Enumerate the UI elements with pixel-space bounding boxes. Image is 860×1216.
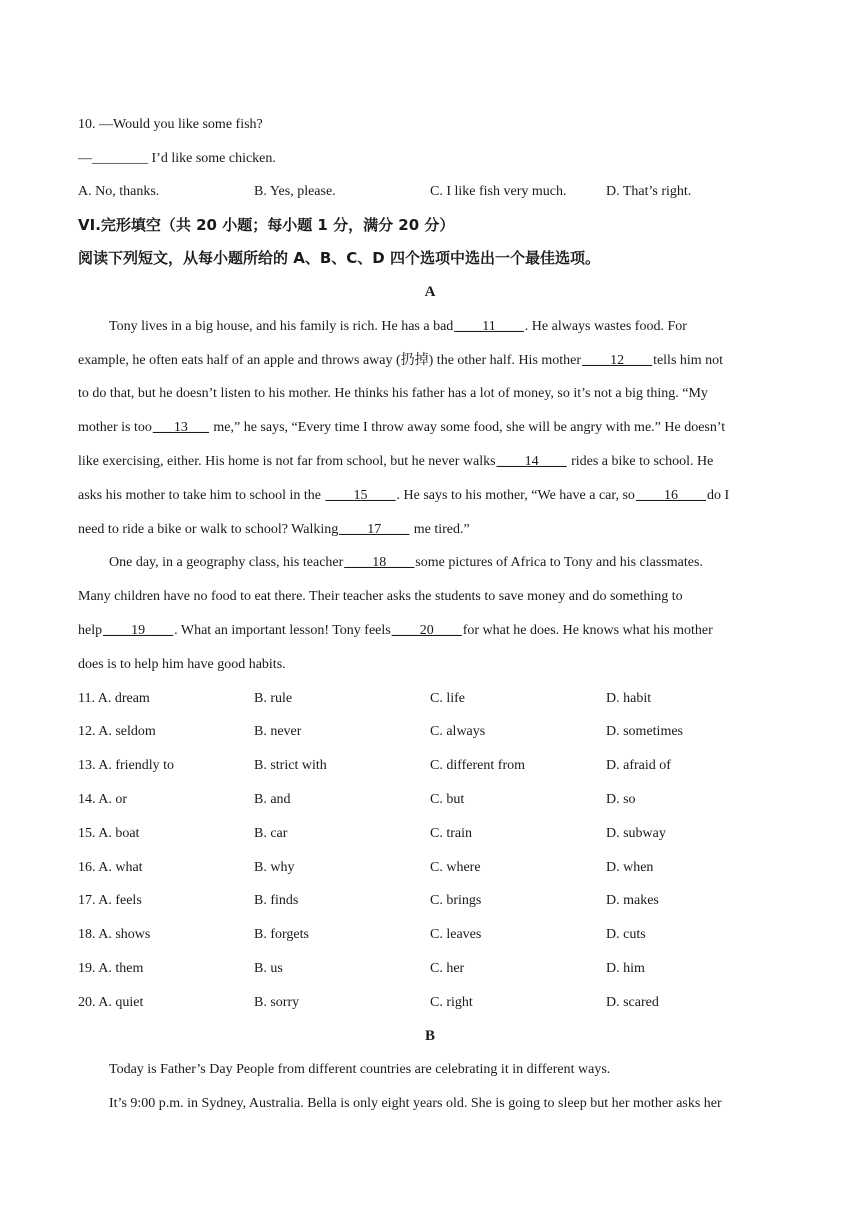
text-run: example, he often eats half of an apple and throws away (扔掉) the other half. His mother bbox=[78, 352, 582, 368]
question-11-row bbox=[78, 682, 782, 716]
text-run: . He always wastes food. For bbox=[524, 318, 687, 334]
text-run: me,” he says, “Every time I throw away some food, she will be angry with me.” He doesn’t bbox=[209, 420, 726, 436]
text-run: B. us bbox=[254, 961, 283, 977]
text-run: do I bbox=[706, 487, 730, 503]
reply-text: I’d like some chicken. bbox=[148, 150, 276, 166]
question-12-row bbox=[78, 715, 782, 749]
text-run: to do that, but he doesn’t listen to his mother. He thinks his father has a lot of money, so it’s not a big thing. “My bbox=[78, 386, 708, 402]
text-run: C. but bbox=[430, 792, 465, 808]
text-run: . He says to his mother, “We have a car, so bbox=[396, 487, 635, 503]
text-run: . What an important lesson! Tony feels bbox=[174, 623, 391, 639]
text-run: C. her bbox=[430, 961, 465, 977]
reply-dash: — bbox=[78, 150, 92, 166]
question-17-row bbox=[78, 884, 782, 918]
text-run: B. rule bbox=[254, 690, 293, 706]
exam-page bbox=[78, 108, 782, 1121]
question-16-row bbox=[78, 851, 782, 885]
blank-17: ____17____ bbox=[339, 521, 410, 537]
passage-a-line-2 bbox=[78, 344, 782, 378]
reply-blank: ________ bbox=[92, 150, 148, 166]
passage-a-line-4 bbox=[78, 411, 782, 445]
blank-16: ____16____ bbox=[635, 487, 706, 503]
text-run: D. when bbox=[606, 859, 654, 875]
text-run: does is to help him have good habits. bbox=[78, 656, 286, 672]
text-run: 14. A. or bbox=[78, 792, 127, 808]
passage-b-line-1: Today is Father’s Day People from different countries are celebrating it in different ways. bbox=[109, 1062, 611, 1078]
text-run: B. strict with bbox=[254, 758, 327, 774]
question-13-row bbox=[78, 749, 782, 783]
passage-b-label: B bbox=[424, 1027, 435, 1044]
passage-a-label: A bbox=[424, 284, 436, 301]
text-run: need to ride a bike or walk to school? Walking bbox=[78, 521, 339, 537]
text-run: tells him not bbox=[653, 352, 724, 368]
text-run: B. and bbox=[254, 792, 291, 808]
text-run: B. sorry bbox=[254, 994, 300, 1010]
question-15-row bbox=[78, 817, 782, 851]
question-10-reply bbox=[78, 142, 782, 176]
text-run: C. brings bbox=[430, 893, 482, 909]
passage-a-line-10 bbox=[78, 614, 782, 648]
text-run: B. why bbox=[254, 859, 295, 875]
text-run: asks his mother to take him to school in the bbox=[78, 487, 325, 503]
text-run: 18. A. shows bbox=[78, 927, 151, 943]
passage-a-line-8 bbox=[78, 546, 782, 580]
passage-a-line-7 bbox=[78, 513, 782, 547]
text-run: help bbox=[78, 623, 103, 639]
question-10-stem: 10. —Would you like some fish? bbox=[78, 117, 263, 132]
text-run: 15. A. boat bbox=[78, 825, 140, 841]
blank-19: ____19____ bbox=[103, 623, 174, 639]
text-run: mother is too bbox=[78, 420, 152, 436]
text-run: D. afraid of bbox=[606, 758, 671, 774]
text-run: 11. A. dream bbox=[78, 690, 150, 706]
section-title: VI.完形填空（共 20 小题；每小题 1 分，满分 20 分） bbox=[78, 215, 455, 234]
section-instruction: 阅读下列短文，从每小题所给的 A、B、C、D 四个选项中选出一个最佳选项。 bbox=[78, 249, 600, 268]
blank-15: ____15____ bbox=[325, 487, 396, 503]
blank-12: ____12____ bbox=[582, 352, 653, 368]
text-run: me tired.” bbox=[410, 521, 470, 537]
text-run: D. so bbox=[606, 792, 636, 808]
text-run: C. life bbox=[430, 690, 465, 706]
blank-14: ____14____ bbox=[496, 454, 567, 470]
question-10-options bbox=[78, 175, 782, 209]
option-d: D. That’s right. bbox=[606, 184, 692, 199]
question-20-row bbox=[78, 986, 782, 1020]
text-run: D. cuts bbox=[606, 927, 646, 943]
text-run: D. makes bbox=[606, 893, 659, 909]
text-run: B. car bbox=[254, 825, 288, 841]
text-run: B. finds bbox=[254, 893, 299, 909]
text-run: for what he does. He knows what his mother bbox=[462, 623, 713, 639]
passage-a-line-11 bbox=[78, 648, 782, 682]
passage-b-line-2: It’s 9:00 p.m. in Sydney, Australia. Bella is only eight years old. She is going to sleep but her mother asks her bbox=[109, 1096, 722, 1112]
text-run: Tony lives in a big house, and his family is rich. He has a bad bbox=[109, 318, 454, 334]
text-run: 12. A. seldom bbox=[78, 724, 156, 740]
question-19-row bbox=[78, 952, 782, 986]
text-run: rides a bike to school. He bbox=[567, 454, 714, 470]
text-run: Many children have no food to eat there. Their teacher asks the students to save money and do something to bbox=[78, 589, 683, 605]
text-run: D. habit bbox=[606, 690, 652, 706]
text-run: B. forgets bbox=[254, 927, 309, 943]
passage-a-line-3 bbox=[78, 377, 782, 411]
text-run: 17. A. feels bbox=[78, 893, 142, 909]
text-run: like exercising, either. His home is not far from school, but he never walks bbox=[78, 454, 496, 470]
passage-a-line-5 bbox=[78, 445, 782, 479]
text-run: C. train bbox=[430, 825, 472, 841]
text-run: One day, in a geography class, his teacher bbox=[109, 555, 344, 571]
text-run: 19. A. them bbox=[78, 961, 144, 977]
option-b: B. Yes, please. bbox=[254, 184, 336, 199]
text-run: D. subway bbox=[606, 825, 666, 841]
blank-13: ___13___ bbox=[152, 420, 209, 436]
text-run: C. always bbox=[430, 724, 486, 740]
passage-a-line-1 bbox=[78, 310, 782, 344]
text-run: D. sometimes bbox=[606, 724, 683, 740]
blank-20: ____20____ bbox=[391, 623, 462, 639]
text-run: C. where bbox=[430, 859, 481, 875]
text-run: 16. A. what bbox=[78, 859, 143, 875]
option-a: A. No, thanks. bbox=[78, 184, 160, 199]
blank-18: ____18____ bbox=[344, 555, 415, 571]
text-run: D. scared bbox=[606, 994, 659, 1010]
blank-11: ____11____ bbox=[454, 318, 524, 334]
text-run: C. different from bbox=[430, 758, 525, 774]
text-run: D. him bbox=[606, 961, 645, 977]
passage-a-line-9 bbox=[78, 580, 782, 614]
text-run: B. never bbox=[254, 724, 302, 740]
text-run: 20. A. quiet bbox=[78, 994, 144, 1010]
option-c: C. I like fish very much. bbox=[430, 184, 567, 199]
text-run: 13. A. friendly to bbox=[78, 758, 175, 774]
question-14-row bbox=[78, 783, 782, 817]
text-run: C. right bbox=[430, 994, 473, 1010]
question-18-row bbox=[78, 918, 782, 952]
text-run: C. leaves bbox=[430, 927, 482, 943]
text-run: some pictures of Africa to Tony and his classmates. bbox=[415, 555, 703, 571]
passage-a-line-6 bbox=[78, 479, 782, 513]
